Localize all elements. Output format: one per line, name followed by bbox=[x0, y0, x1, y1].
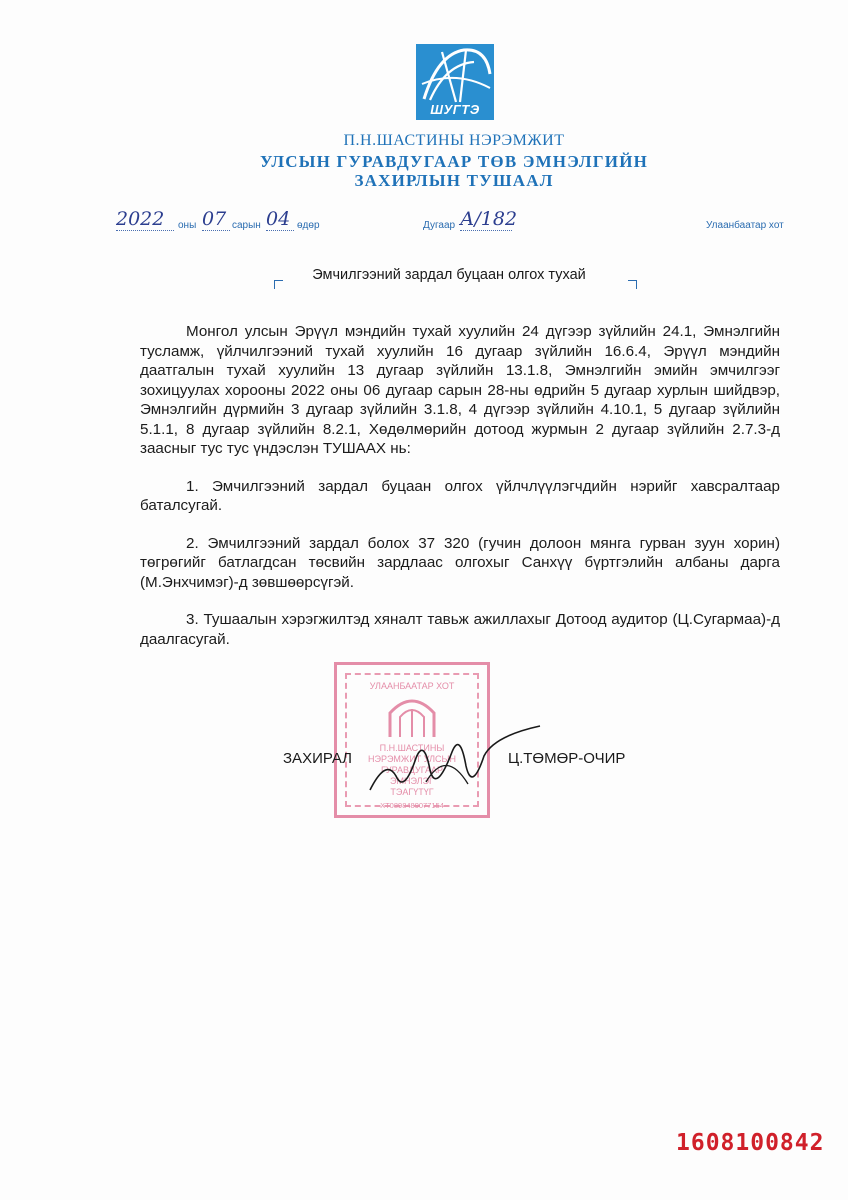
director-title: ЗАХИРАЛ bbox=[283, 750, 353, 767]
order-subject: Эмчилгээний зардал буцаан олгох тухай bbox=[312, 267, 586, 283]
seal-line1: П.Н.ШАСТИНЫ bbox=[379, 743, 445, 753]
order-item-2: 2. Эмчилгээний зардал болох 37 320 (гучин долоон мянга гурван зуун хорин) төгрөгийг батлагдсан төсвийн зардлаас олгохыг Санхүү бүртгэлийн албаны дарга (М.Энхчимэг)-д зөвшөөрсүгэй. bbox=[140, 534, 780, 591]
date-month-label: сарын bbox=[232, 220, 261, 231]
handwritten-signature-icon bbox=[356, 718, 556, 808]
order-number-label: Дугаар bbox=[423, 220, 456, 231]
date-day: 04 bbox=[266, 208, 294, 231]
date-line bbox=[0, 208, 848, 238]
serial-number: 1608100842 bbox=[676, 1130, 825, 1156]
seal-line3: ГУРАВДУГААР bbox=[381, 765, 443, 775]
order-preamble: Монгол улсын Эрүүл мэндийн тухай хуулийн 24 дүгээр зүйлийн 24.1, Эмнэлгийн тусламж, үйлчилгээний тухай хуулийн 16 дугаар зүйлийн 16.6.4, Эрүүл мэндийн даатгалын тухай хуулийн 13 дугаар зүйлийн 13.1.8, Эмнэлгийн эмийн эмчилгээг зохицуулах хорооны 2022 оны 06 дугаар сарын 28-ны өдрийн 5 дугаар хурлын шийдвэр, Эмнэлгийн дүрмийн 3 дугаар зүйлийн 3.1.8, 4 дүгээр зүйлийн 4.10.1, 5 дугаар зүйлийн 5.1.1, 8 дугаар зүйлийн 8.2.1, Хөдөлмөрийн дотоод журмын 2 дугаар зүйлийн 2.7.3-д заасныг тус тус үндэслэн ТУШААХ нь: bbox=[140, 323, 780, 457]
seal-line2: НЭРЭМЖИТ УЛСЫН bbox=[367, 754, 456, 764]
logo-text: ШУГТЭ bbox=[430, 102, 480, 117]
date-year: 2022 bbox=[116, 208, 174, 231]
order-item-3: 3. Тушаалын хэрэгжилтэд хяналт тавьж ажиллахыг Дотоод аудитор (Ц.Сугармаа)-д даалгасугай. bbox=[140, 611, 780, 648]
place-label: Улаанбаатар хот bbox=[706, 220, 784, 231]
date-year-label: оны bbox=[178, 220, 197, 231]
order-body bbox=[140, 322, 780, 667]
order-item-1: 1. Эмчилгээний зардал буцаан олгох үйлчлүүлэгчдийн нэрийг хавсралтаар баталсугай. bbox=[140, 477, 780, 514]
director-name: Ц.ТӨМӨР-ОЧИР bbox=[508, 750, 626, 767]
hospital-logo bbox=[416, 44, 494, 120]
header-title: ЗАХИРЛЫН ТУШААЛ bbox=[354, 171, 554, 190]
header-line2: УЛСЫН ГУРАВДУГААР ТӨВ ЭМНЭЛГИЙН bbox=[259, 152, 649, 171]
header-line1: П.Н.ШАСТИНЫ НЭРЭМЖИТ bbox=[343, 132, 565, 149]
seal-line5: ТЭАГҮТҮГ bbox=[390, 787, 434, 797]
seal-top-text: УЛААНБААТАР ХОТ bbox=[369, 681, 455, 691]
date-month: 07 bbox=[202, 208, 230, 231]
order-number: А/182 bbox=[460, 208, 518, 230]
seal-line4: ЭМНЭЛЭГ bbox=[390, 776, 434, 786]
date-day-label: өдөр bbox=[297, 220, 320, 231]
seal-bottom-text: ХТ0898489077154 bbox=[380, 801, 444, 810]
